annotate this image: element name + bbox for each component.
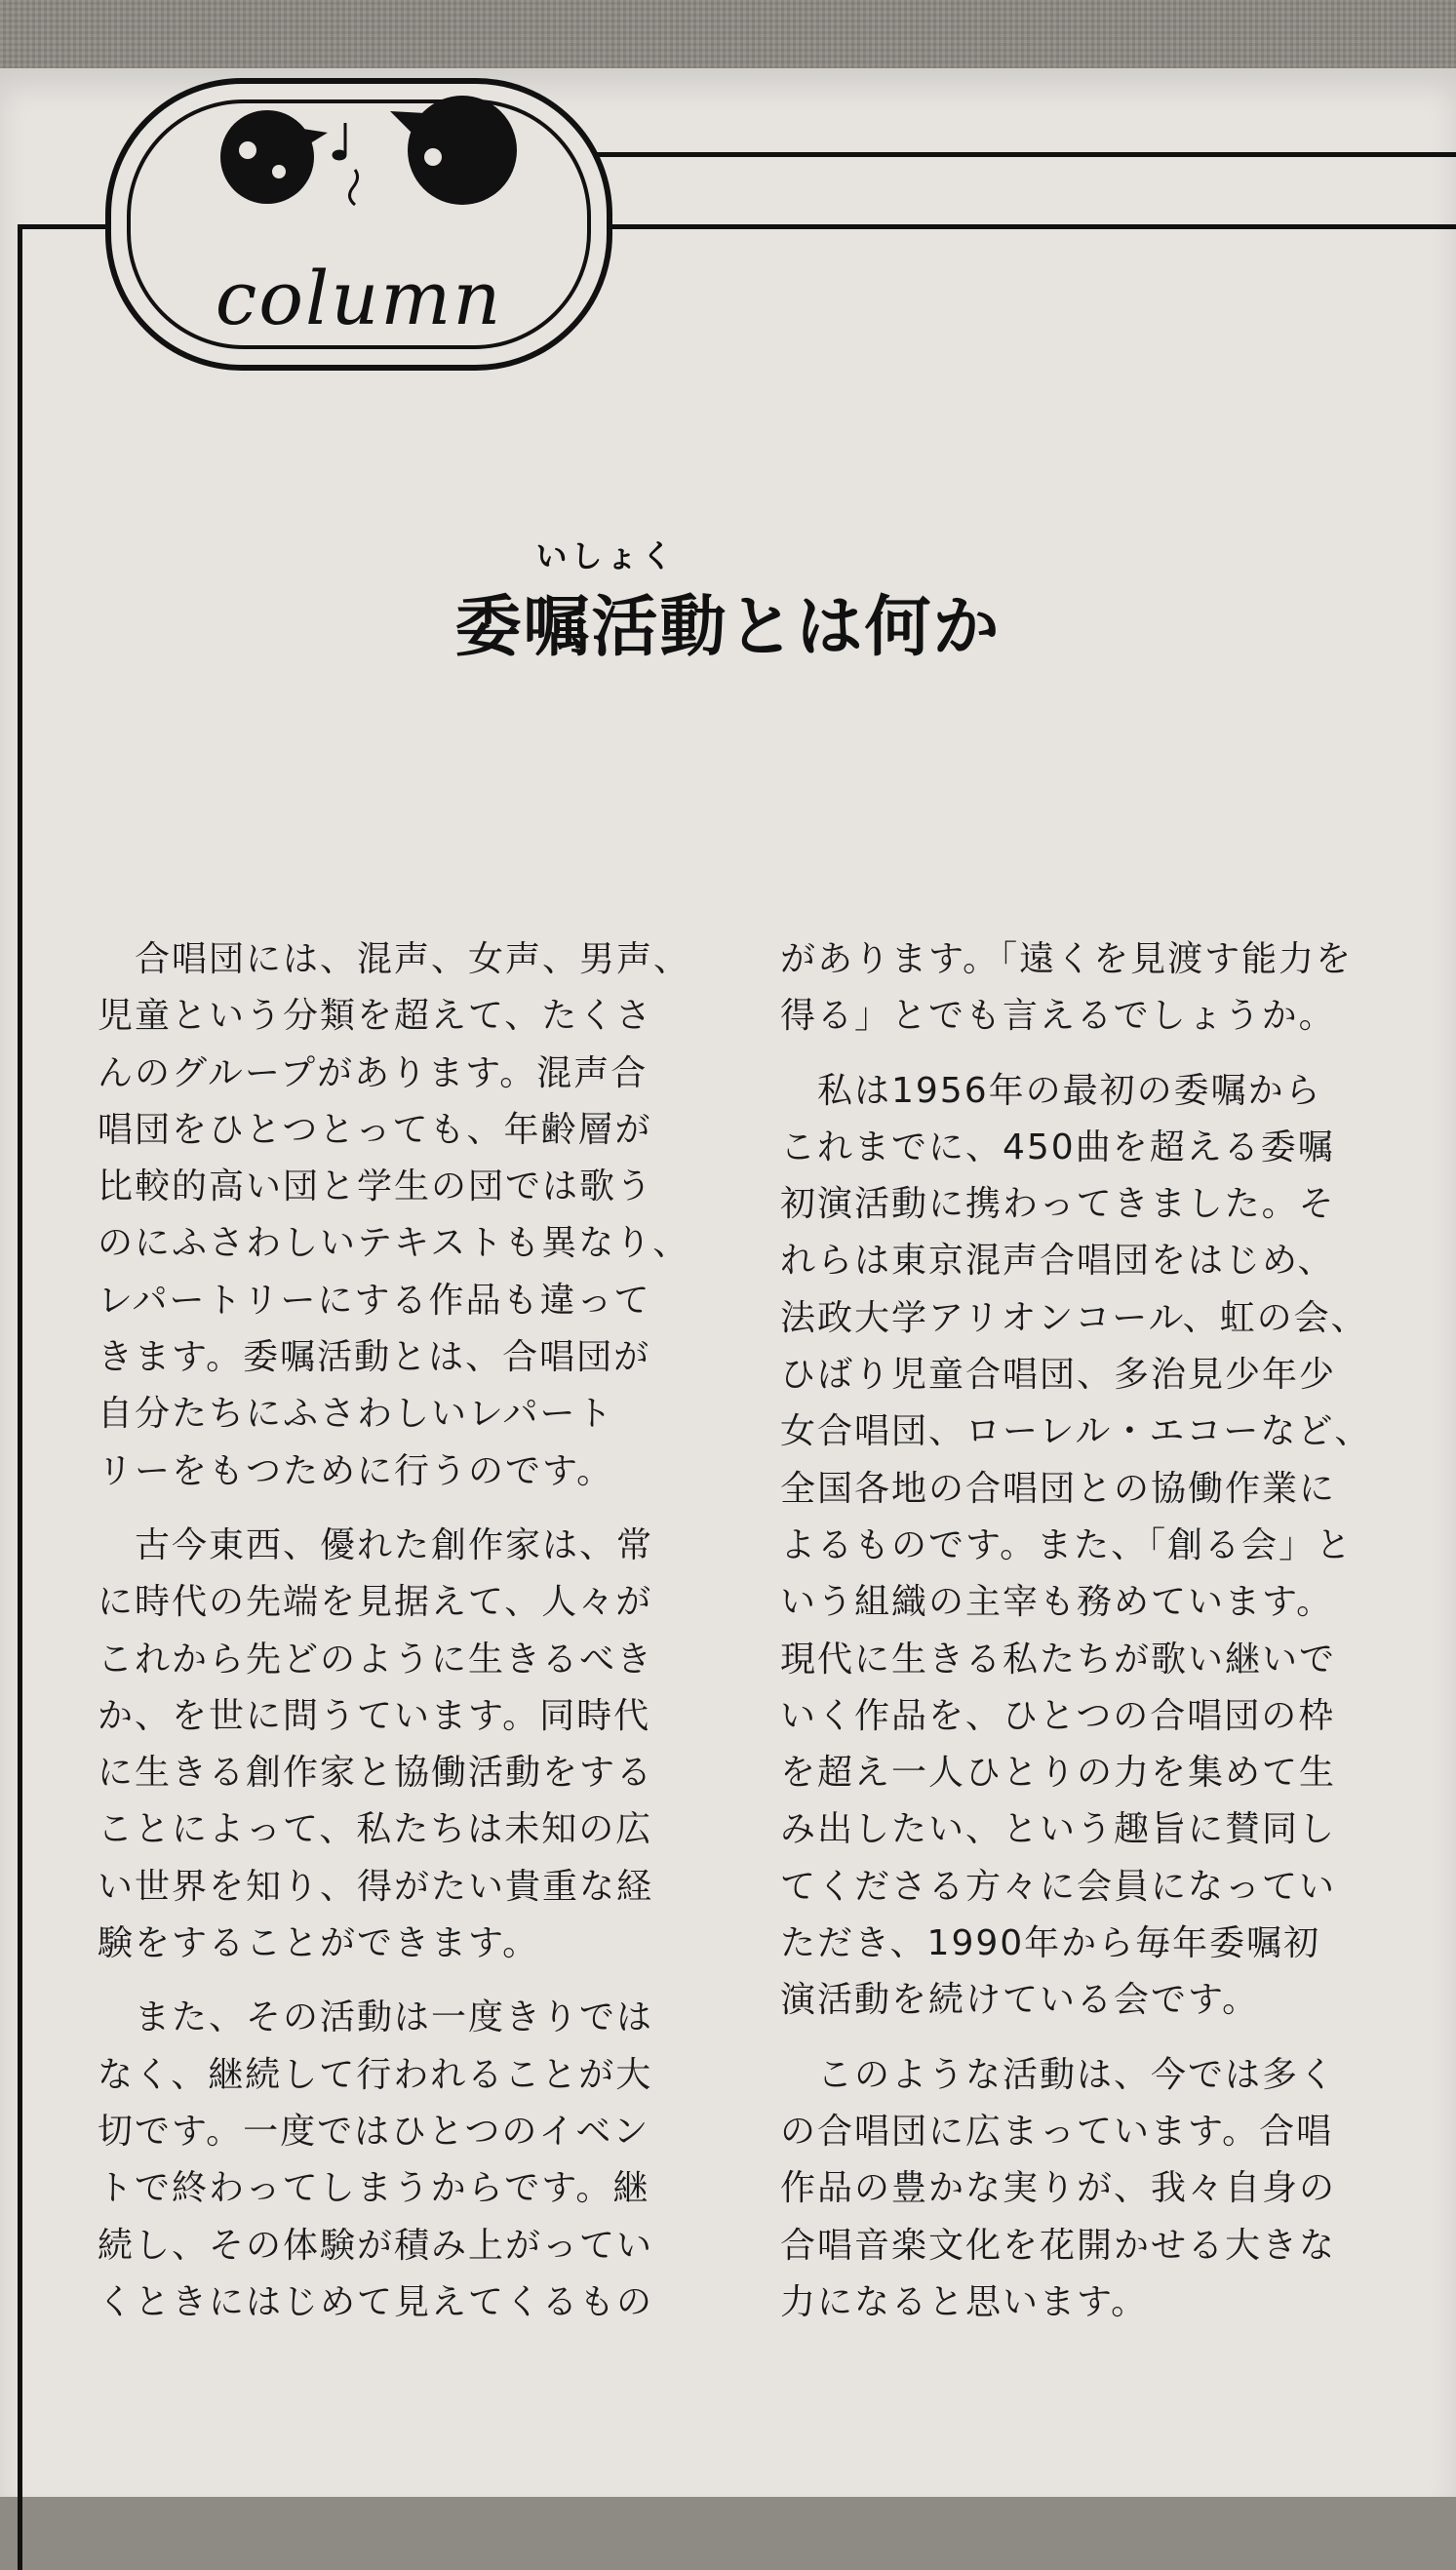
music-note-icon	[334, 123, 358, 205]
article-heading	[0, 532, 1456, 669]
text-line: い世界を知り、得がたい貴重な経	[98, 1866, 654, 1907]
right-text-column	[780, 931, 1371, 2331]
text-line: きます。委嘱活動とは、合唱団が	[98, 1337, 651, 1378]
text-line: よるものです。また、「創る会」と	[780, 1524, 1354, 1565]
text-line: んのグループがあります。混声合	[98, 1052, 649, 1093]
text-line: 初演活動に携わってきました。そ	[780, 1184, 1336, 1225]
text-line: 比較的高い団と学生の団では歌う	[98, 1166, 654, 1207]
text-line: に時代の先端を見据えて、人々が	[98, 1582, 653, 1623]
text-line: ただき、1990年から毎年委嘱初	[780, 1923, 1321, 1964]
text-line: リーをもつために行うのです。	[98, 1450, 614, 1491]
text-line: くときにはじめて見えてくるもの	[98, 2281, 654, 2322]
text-line: このような活動は、今では多く	[780, 2054, 1337, 2095]
text-line: の合唱団に広まっています。合唱	[780, 2111, 1334, 2152]
paragraph-gap	[98, 1500, 690, 1518]
text-line: 児童という分類を超えて、たくさ	[98, 996, 653, 1037]
text-line: てくださる方々に会員になってい	[780, 1866, 1337, 1907]
text-line: 古今東西、優れた創作家は、常	[98, 1524, 654, 1565]
text-line: に生きる創作家と協働活動をする	[98, 1753, 654, 1794]
text-line: 私は1956年の最初の委嘱から	[780, 1070, 1322, 1111]
text-line: これから先どのように生きるべき	[98, 1639, 654, 1680]
text-line: を超え一人ひとりの力を集めて生	[780, 1753, 1337, 1794]
text-line: トで終わってしまうからです。継	[98, 2168, 650, 2209]
paragraph-gap	[780, 1046, 1371, 1063]
text-line: 演活動を続けている会です。	[780, 1980, 1260, 2021]
text-line: 力になると思います。	[780, 2281, 1149, 2322]
text-line: ことによって、私たちは未知の広	[98, 1809, 653, 1850]
text-line: レパートリーにする作品も違って	[98, 1280, 651, 1321]
article-title: 委嘱活動とは何か	[454, 589, 1002, 666]
text-line: 切です。一度ではひとつのイベン	[98, 2111, 650, 2152]
text-line: 合唱団には、混声、女声、男声、	[98, 939, 691, 979]
text-line: 得る」とでも言えるでしょうか。	[780, 996, 1336, 1037]
text-line: これまでに、450曲を超える委嘱	[780, 1127, 1335, 1167]
text-line: 法政大学アリオンコール、虹の会、	[780, 1297, 1368, 1338]
text-line: また、その活動は一度きりでは	[98, 1997, 654, 2038]
text-line: か、を世に問うています。同時代	[98, 1695, 651, 1736]
left-text-column	[98, 931, 690, 2331]
text-line: 続し、その体験が積み上がってい	[98, 2225, 654, 2266]
text-line: み出したい、という趣旨に賛同し	[780, 1809, 1337, 1850]
text-line: なく、継続して行われることが大	[98, 2054, 653, 2095]
text-line: 全国各地の合唱団との協働作業に	[780, 1468, 1337, 1509]
paragraph-gap	[780, 2030, 1371, 2047]
right-bird-icon	[390, 96, 517, 205]
column-badge	[105, 78, 612, 371]
text-line: ひばり児童合唱団、多治見少年少	[780, 1355, 1337, 1396]
text-line: 自分たちにふさわしいレパート	[98, 1394, 614, 1435]
text-line: 験をすることができます。	[98, 1923, 540, 1964]
text-line: 女合唱団、ローレル・エコーなど、	[780, 1411, 1372, 1452]
text-line: 作品の豊かな実りが、我々自身の	[780, 2168, 1337, 2209]
text-line: のにふさわしいテキストも異なり、	[98, 1223, 690, 1264]
text-line: があります。「遠くを見渡す能力を	[780, 939, 1354, 979]
text-line: 唱団をひとつとっても、年齢層が	[98, 1109, 652, 1150]
page-frame-top-border	[546, 152, 1456, 157]
text-line: いく作品を、ひとつの合唱団の枠	[780, 1695, 1336, 1736]
text-line: 合唱音楽文化を花開かせる大きな	[780, 2225, 1337, 2266]
paragraph-gap	[98, 1972, 690, 1990]
text-line: 現代に生きる私たちが歌い継いで	[780, 1639, 1337, 1680]
column-label: column	[215, 255, 503, 341]
title-furigana: いしょく	[535, 537, 677, 574]
text-line: れらは東京混声合唱団をはじめ、	[780, 1241, 1335, 1282]
text-line: いう組織の主宰も務めています。	[780, 1582, 1334, 1623]
left-bird-icon	[220, 110, 328, 204]
